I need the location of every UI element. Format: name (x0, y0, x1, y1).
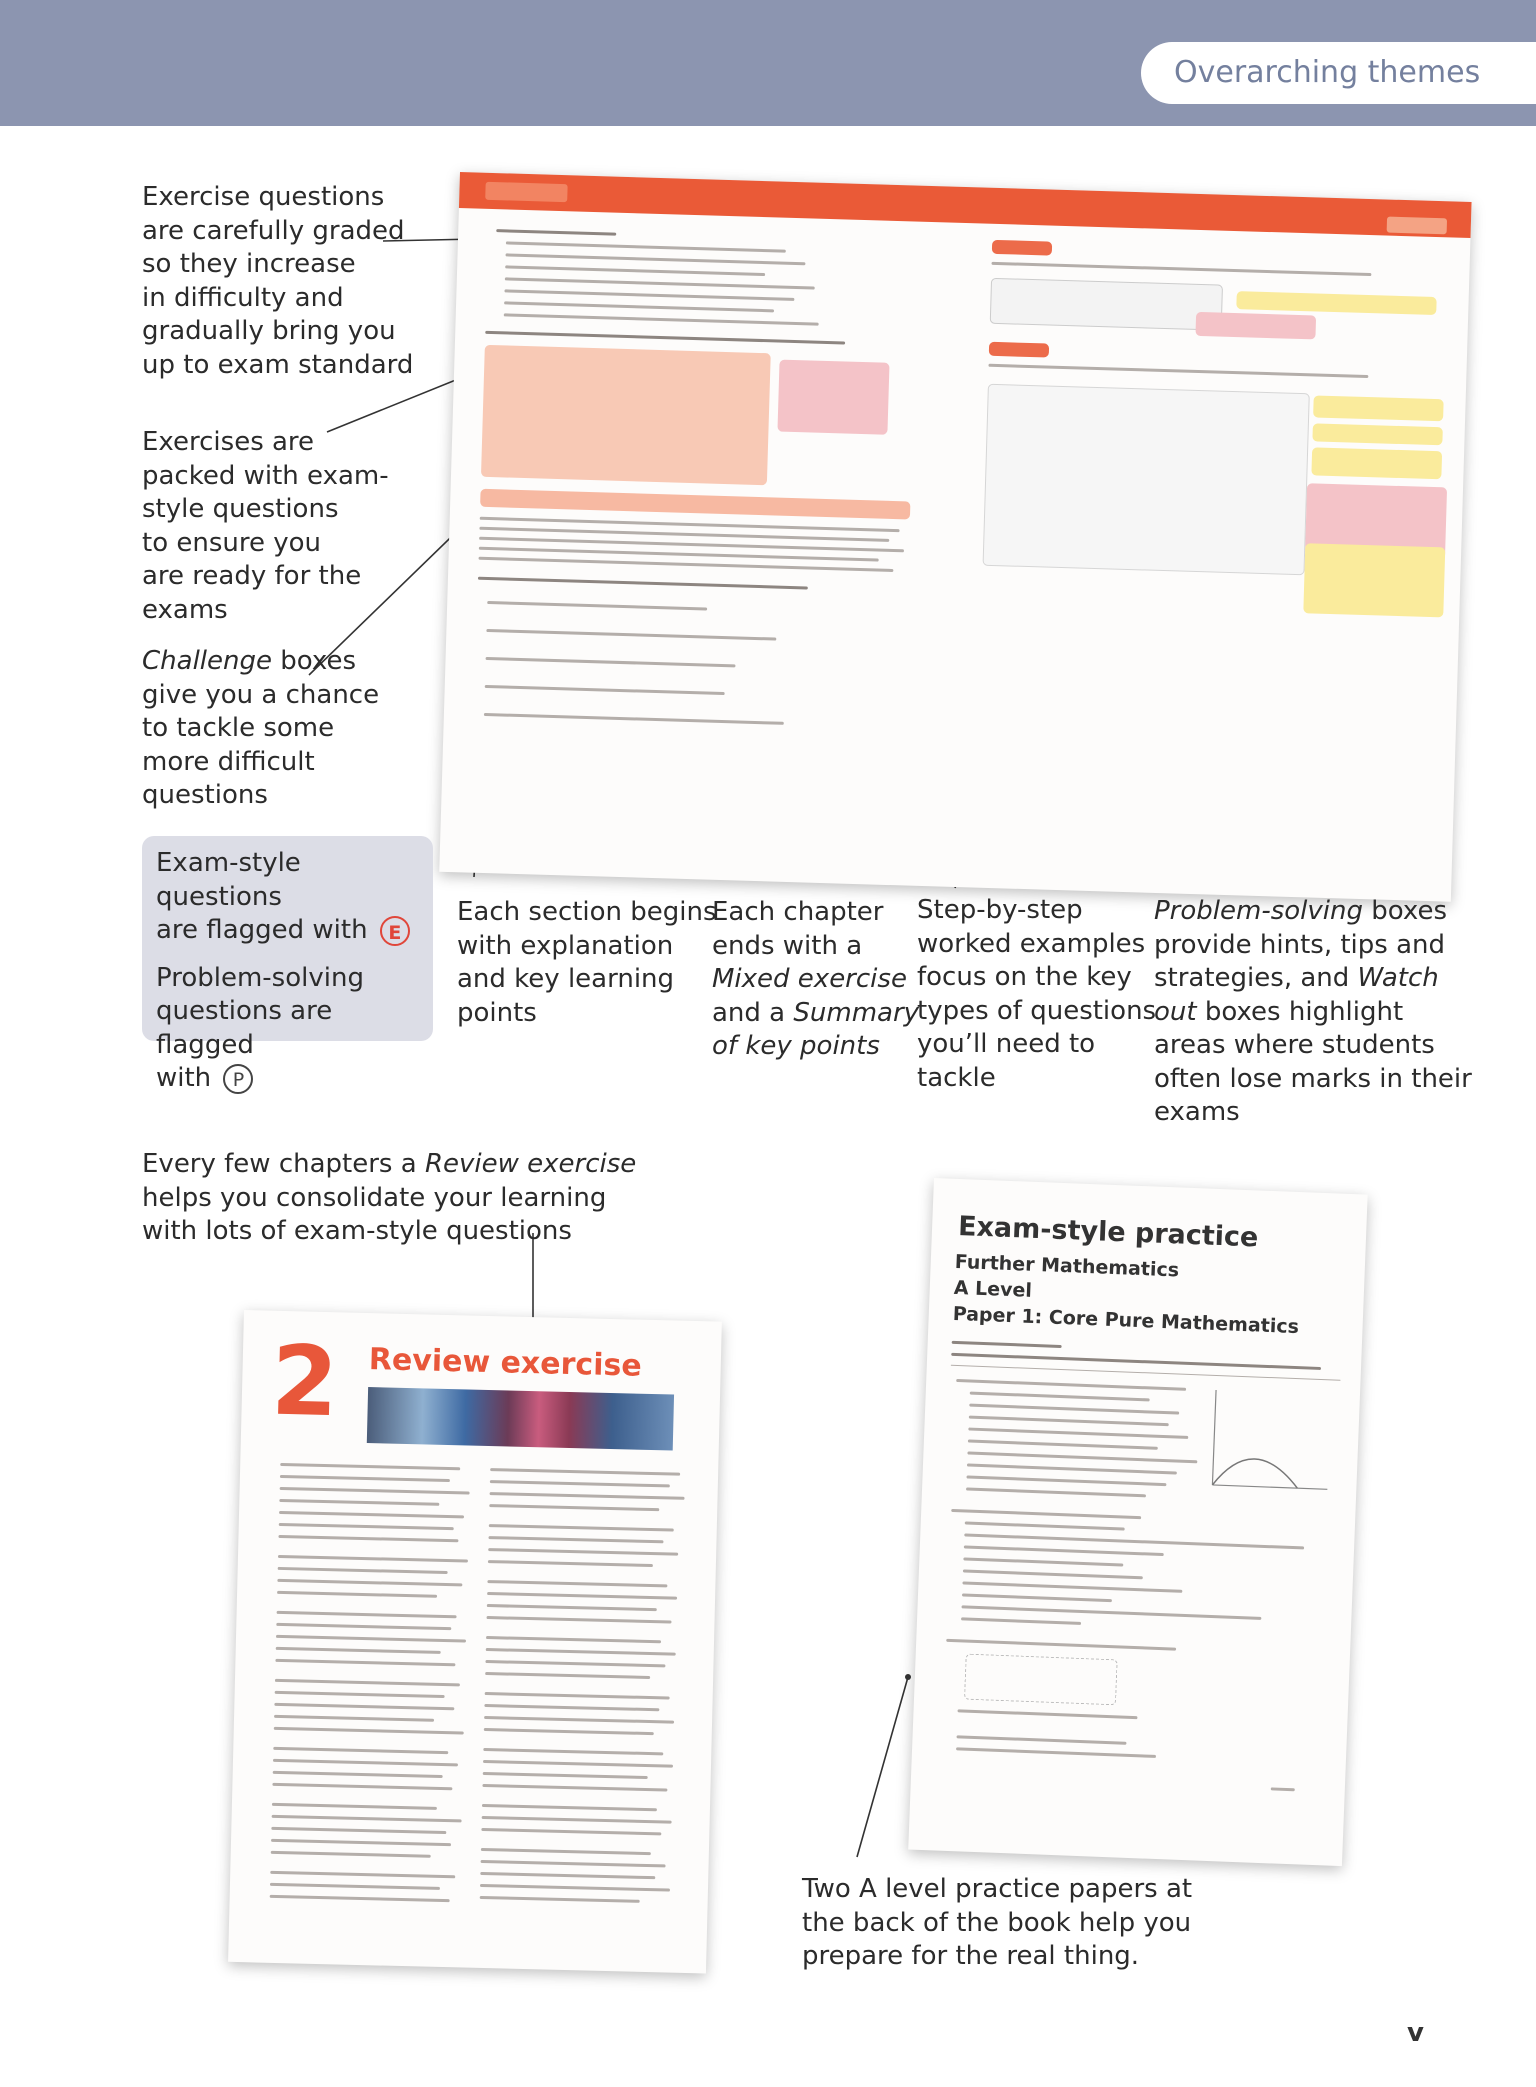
exam-curve-diagram (1202, 1385, 1336, 1500)
flag-key-box: Exam-style questions are flagged with E Problem-solving questions are flagged with P (142, 836, 433, 1041)
problem-solving-flag-icon: P (223, 1064, 253, 1094)
callout-practice-papers: Two A level practice papers at the back of the book help you prepare for the real thing. (802, 1874, 1193, 1971)
exam-paper-name: Paper 1: Core Pure Mathematics (952, 1302, 1300, 1339)
leader-practice (857, 1677, 908, 1857)
callout-exam-style: Exercises are packed with exam- style questions to ensure you are ready for the exams (142, 427, 389, 625)
header-band (0, 0, 1536, 126)
review-chapter-number: 2 (269, 1324, 340, 1439)
review-photo-strip (367, 1387, 674, 1450)
section-tab: Overarching themes (1141, 42, 1536, 104)
callout-challenge: Challenge boxes give you a chance to tackle some more difficult questions (142, 646, 380, 810)
callout-section-begins: Each section begins with explanation and key learning points (457, 897, 717, 1028)
callout-chapter-ends: Each chapter ends with a Mixed exercise and a Summary of key points (712, 897, 920, 1061)
exam-paper-title: Exam-style practice (957, 1210, 1259, 1254)
textbook-spread-image (439, 172, 1471, 902)
page-number: v (1407, 2018, 1424, 2048)
callout-review-exercise: Every few chapters a Review exercise helps you consolidate your learning with lots of exam-style questions (142, 1149, 637, 1246)
exam-style-flag-icon: E (380, 916, 410, 946)
callout-exercise-graded: Exercise questions are carefully graded so they increase in difficulty and gradually bring you up to exam standard (142, 182, 414, 380)
callout-worked-examples: Step-by-step worked examples focus on the key types of questions you’ll need to tackle (917, 895, 1157, 1093)
review-exercise-page-image (228, 1310, 722, 1973)
exam-paper-level: A Level (953, 1276, 1033, 1302)
review-title: Review exercise (368, 1342, 643, 1384)
callout-problem-solving: Problem-solving boxes provide hints, tips and strategies, and Watch out boxes highlight areas where students often lose marks in their exams (1154, 896, 1472, 1127)
exam-paper-subtitle: Further Mathematics (954, 1250, 1180, 1282)
exam-practice-paper-image (908, 1178, 1367, 1866)
chapter-band (459, 172, 1472, 238)
